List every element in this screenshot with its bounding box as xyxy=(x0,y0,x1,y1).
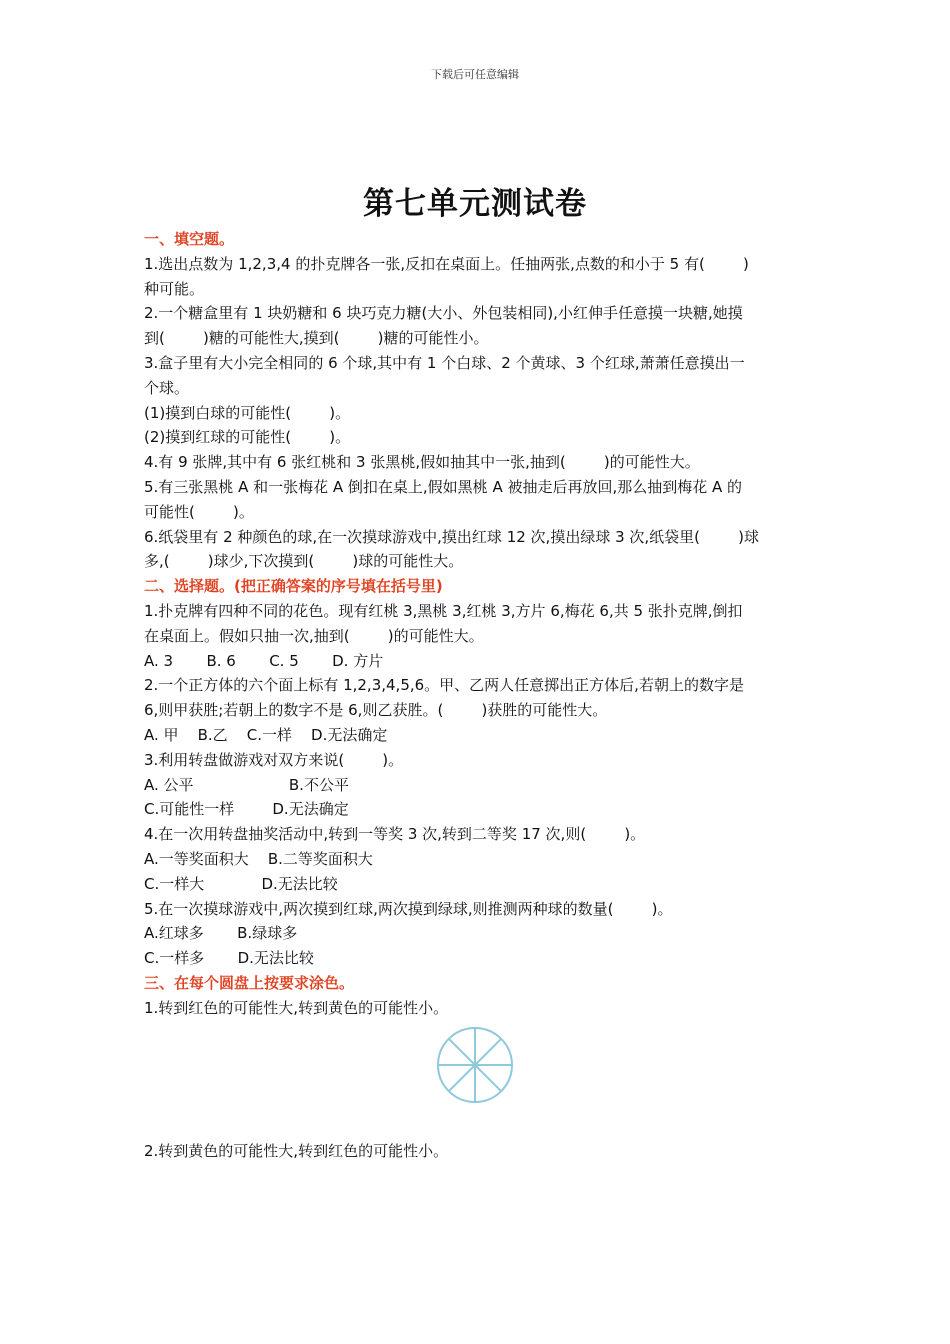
question-line: (1)摸到白球的可能性( )。 xyxy=(144,403,351,422)
section-heading: 二、选择题。(把正确答案的序号填在括号里) xyxy=(144,577,443,596)
spinner-wheel-icon[interactable] xyxy=(435,1025,515,1105)
question-line: 2.一个正方体的六个面上标有 1,2,3,4,5,6。甲、乙两人任意掷出正方体后,若朝上的数字是 xyxy=(144,676,744,695)
question-line: 6.纸袋里有 2 种颜色的球,在一次摸球游戏中,摸出红球 12 次,摸出绿球 3 次,纸袋里( )球 xyxy=(144,527,760,546)
question-line: (2)摸到红球的可能性( )。 xyxy=(144,428,351,447)
question-line: 种可能。 xyxy=(144,279,205,298)
question-line: C.一样大 D.无法比较 xyxy=(144,874,338,893)
questions-block-a xyxy=(144,227,808,1021)
question-line: A.红球多 B.绿球多 xyxy=(144,924,298,943)
page-title: 第七单元测试卷 xyxy=(363,186,587,222)
question-line: A.一等奖面积大 B.二等奖面积大 xyxy=(144,849,373,868)
question-line: 5.有三张黑桃 A 和一张梅花 A 倒扣在桌上,假如黑桃 A 被抽走后再放回,那么抽到梅花 A 的 xyxy=(144,477,743,496)
questions-block-b xyxy=(144,1139,808,1164)
question-line: C.一样多 D.无法比较 xyxy=(144,949,314,968)
question-line: A. 甲 B.乙 C.一样 D.无法确定 xyxy=(144,725,388,744)
exam-content xyxy=(144,227,808,1163)
question-line: 多,( )球少,下次摸到( )球的可能性大。 xyxy=(144,552,464,571)
question-line: 1.扑克牌有四种不同的花色。现有红桃 3,黑桃 3,红桃 3,方片 6,梅花 6,共 5 张扑克牌,倒扣 xyxy=(144,601,743,620)
spinner-area xyxy=(144,1021,808,1119)
question-line: 5.在一次摸球游戏中,两次摸到红球,两次摸到绿球,则推测两种球的数量( )。 xyxy=(144,899,673,918)
question-line: C.可能性一样 D.无法确定 xyxy=(144,800,349,819)
question-line: 1.选出点数为 1,2,3,4 的扑克牌各一张,反扣在桌面上。任抽两张,点数的和小于 5 有( ) xyxy=(144,254,749,273)
question-line: 2.转到黄色的可能性大,转到红色的可能性小。 xyxy=(144,1141,449,1160)
question-line: 4.在一次用转盘抽奖活动中,转到一等奖 3 次,转到二等奖 17 次,则( )。 xyxy=(144,825,646,844)
question-line: 6,则甲获胜;若朝上的数字不是 6,则乙获胜。( )获胜的可能性大。 xyxy=(144,701,608,720)
page-header: 下载后可任意编辑 xyxy=(431,68,519,81)
question-line: A. 3 B. 6 C. 5 D. 方片 xyxy=(144,651,384,670)
question-line: 3.盒子里有大小完全相同的 6 个球,其中有 1 个白球、2 个黄球、3 个红球,萧萧任意摸出一 xyxy=(144,353,745,372)
question-line: A. 公平 B.不公平 xyxy=(144,775,349,794)
question-line: 3.利用转盘做游戏对双方来说( )。 xyxy=(144,750,404,769)
question-line: 4.有 9 张牌,其中有 6 张红桃和 3 张黑桃,假如抽其中一张,抽到( )的可能性大。 xyxy=(144,453,700,472)
section-heading: 三、在每个圆盘上按要求涂色。 xyxy=(144,973,355,992)
question-line: 2.一个糖盒里有 1 块奶糖和 6 块巧克力糖(大小、外包装相同),小红伸手任意摸一块糖,她摸 xyxy=(144,304,743,323)
question-line: 1.转到红色的可能性大,转到黄色的可能性小。 xyxy=(144,998,449,1017)
question-line: 在桌面上。假如只抽一次,抽到( )的可能性大。 xyxy=(144,626,484,645)
section-heading: 一、填空题。 xyxy=(144,230,235,248)
question-line: 到( )糖的可能性大,摸到( )糖的可能性小。 xyxy=(144,329,489,348)
question-line: 可能性( )。 xyxy=(144,502,254,521)
question-line: 个球。 xyxy=(144,378,190,397)
